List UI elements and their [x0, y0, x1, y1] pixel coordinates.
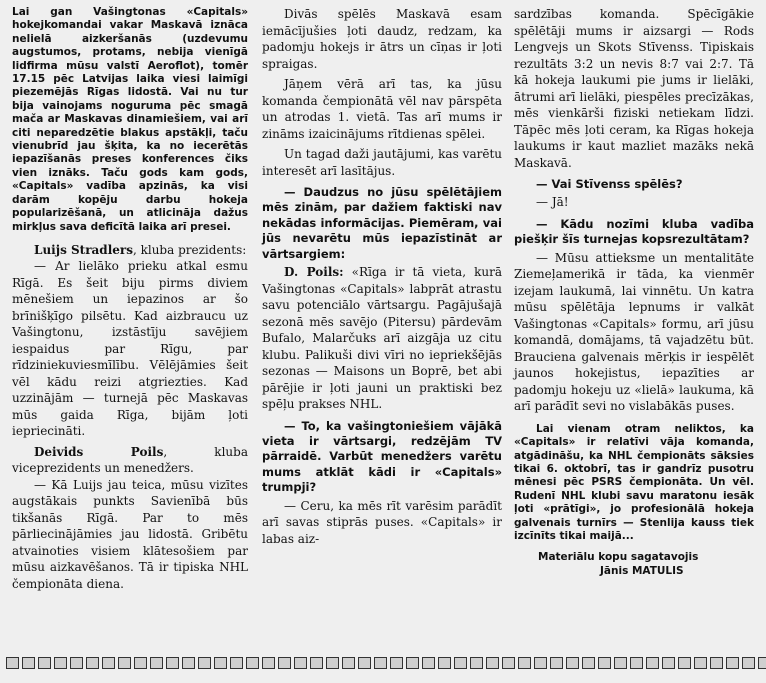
border-block — [710, 657, 723, 669]
border-block — [534, 657, 547, 669]
border-block — [550, 657, 563, 669]
column-2 — [262, 6, 502, 547]
answer-4: — Mūsu attieksme un mentalitāte Ziemeļamerikā ir tāda, ka vienmēr izejam laukumā, lai vinnētu. Un katra mūsu spēlētāja lepnums ir valkāt Vašingtonas «Capitals» formu, arī jūsu komandā, domājams, tā vajadzētu būt. Brauciena galvenais mērķis ir iespēlēt jaunos hokejistus, iepazīties ar padomju hokeju uz «lielā» laukuma, kā arī parādīt sevi no vislabākās puses. — [514, 250, 754, 414]
column-3 — [514, 6, 754, 578]
answer-3: — Jā! — [536, 195, 569, 210]
question-2: — To, ka vašingtoniešiem vājākā vieta ir vārtsargi, redzējām TV pārraidē. Varbūt menedžers varētu mums atklāt kādi ir «Capitals» trumpji? — [262, 418, 502, 495]
border-block — [134, 657, 147, 669]
border-block — [486, 657, 499, 669]
question-4: — Kādu nozīmi kluba vadība piešķir šīs turnejas kopsrezultātam? — [514, 216, 754, 247]
border-block — [342, 657, 355, 669]
border-block — [630, 657, 643, 669]
border-block — [294, 657, 307, 669]
border-block — [614, 657, 627, 669]
signature — [514, 551, 754, 578]
border-block — [742, 657, 755, 669]
border-block — [406, 657, 419, 669]
border-block — [502, 657, 515, 669]
border-block — [358, 657, 371, 669]
border-block — [518, 657, 531, 669]
border-block — [230, 657, 243, 669]
col3-paragraph-1: sardzības komanda. Spēcīgākie spēlētāji mums ir aizsargi — Rods Lengvejs un Skots Stīvenss. Tipiskais rezultāts 3:2 un nevis 8:7 vai 2:7. Tā kā hokeja laukumi pie jums ir lielāki, ātrumi arī lielāki, piespēles precīzākas, mēs vienkārši fiziski netiekam līdzi. Tāpēc mēs ļoti ceram, ka Rīgas hokeja laukums ir kaut mazliet mazāks nekā Maskavā. — [514, 7, 754, 170]
border-block — [326, 657, 339, 669]
border-block — [758, 657, 766, 669]
border-block — [454, 657, 467, 669]
question-1: — Daudzus no jūsu spēlētājiem mēs zinām, par dažiem faktiski nav nekādas informācijas. Piemēram, vai jūs nevarētu mūs iepazīstināt ar vārtsargiem: — [262, 185, 502, 261]
border-block — [118, 657, 131, 669]
border-block — [566, 657, 579, 669]
border-block — [310, 657, 323, 669]
border-block — [6, 657, 19, 669]
col2-paragraph-3: Un tagad daži jautājumi, kas varētu interesēt arī lasītājus. — [262, 147, 502, 178]
poils-intro: Deivids Poils, kluba viceprezidents un menedžers. — [12, 444, 248, 476]
stradler-intro: Luijs Stradlers, kluba prezidents: — [34, 242, 247, 257]
border-block — [438, 657, 451, 669]
border-block — [694, 657, 707, 669]
answer-1: D. Poils: «Rīga ir tā vieta, kurā Vašingtonas «Capitals» labprāt atrastu savu potenciālo vārtsargu. Pagājušajā sezonā mēs savējo (Pitersu) pārdevām Bufalo, Malarčuks arī aizgāja uz citu klubu. Palikuši divi vīri no iepriekšējās sezonas — Maisons un Boprē, bet abi pārējie ir ļoti jauni un praktiski bez spēļu prakses NHL. — [262, 265, 502, 412]
border-block — [38, 657, 51, 669]
stradler-name: Luijs Stradlers — [34, 242, 133, 257]
border-block — [390, 657, 403, 669]
border-block — [262, 657, 275, 669]
stradler-quote: — Ar lielāko prieku atkal esmu Rīgā. Es šeit biju pirms diviem mēnešiem un iepazinos ar šo brīnišķīgo pilsētu. Kad aizbraucu uz Vašingtonu, izstāstīju savējiem iespaidus par Rīgu, par rīdziniekuviesmīlību. Vēlējāmies šeit vēl kādu reizi atgriezties. Kad uzzinājām — turnejā pēc Maskavas mūs gaida Rīga, bijām ļoti iepriecināti. — [12, 259, 248, 439]
border-block — [246, 657, 259, 669]
border-block — [198, 657, 211, 669]
signature-credit: Materiālu kopu sagatavojis — [538, 551, 699, 564]
intro-paragraph: Lai gan Vašingtonas «Capitals» hokejkomandai vakar Maskavā iznāca nelielā aizkeršanās (uzdevumu augstumos, protams, nebija vienīgā lidfirma mūsu valstī Aeroflot), tomēr 17.15 pēc Latvijas laika viesi laimīgi piezemējās Rīgas lidostā. Vai nu tur bija vainojams noguruma pēc smagā mača ar Maskavas dinamiešiem, vai arī citi neparedzētie blakus apstākļi, taču vienubrīd jau šķita, ka no iecerētās iepazīšanās preses konferences čiks vien iznāks. Taču gods kam gods, «Capitals» vadība apzinās, ka visi darām kopēju darbu hokeja popularizēšanā, un atlicināja dažus mirkļus sava deficītā laika arī presei. — [12, 6, 248, 233]
border-block — [278, 657, 291, 669]
col2-paragraph-2: Jāņem vērā arī tas, ka jūsu komanda čempionātā vēl nav pārspēta un atrodas 1. vietā. Tas arī mums ir zināms izaicinājums rītdienas spēlei. — [262, 77, 502, 141]
border-block — [678, 657, 691, 669]
border-block — [22, 657, 35, 669]
border-block — [422, 657, 435, 669]
border-block — [598, 657, 611, 669]
question-3: — Vai Stīvenss spēlēs? — [536, 177, 683, 191]
border-block — [182, 657, 195, 669]
border-block — [374, 657, 387, 669]
border-block — [102, 657, 115, 669]
border-block — [166, 657, 179, 669]
border-block — [54, 657, 67, 669]
border-block — [646, 657, 659, 669]
border-block — [726, 657, 739, 669]
border-block — [470, 657, 483, 669]
border-block — [70, 657, 83, 669]
column-1 — [12, 6, 248, 592]
closing-paragraph: Lai vienam otram neliktos, ka «Capitals» ir relatīvi vāja komanda, atgādināšu, ka NHL čempionāts sāksies tikai 6. oktobrī, tas ir gandrīz pusotru mēnesi pēc PSRS čempionāta. Un vēl. Rudenī NHL klubi savu maratonu iesāk ļoti «prātīgi», jo profesionālā hokeja galvenais turnīrs — Stenlija kauss tiek izcīnīts tikai maijā... — [514, 422, 754, 542]
signature-author: Jānis MATULIS — [600, 564, 684, 577]
decorative-border-strip — [0, 655, 766, 669]
answer-2: — Ceru, ka mēs rīt varēsim parādīt arī savas stiprās puses. «Capitals» ir labas aiz- — [262, 498, 502, 546]
answer-1-speaker: D. Poils: — [284, 265, 344, 280]
border-block — [582, 657, 595, 669]
col2-paragraph-1: Divās spēlēs Maskavā esam iemācījušies ļoti daudz, redzam, ka padomju hokejs ir ātrs un cīņas ir ļoti spraigas. — [262, 7, 502, 71]
poils-quote: — Kā Luijs jau teica, mūsu vizītes augstākais punkts Savienībā būs tikšanās Rīgā. Par to mēs pārliecinājāmies jau lidostā. Gribētu atvainoties visiem klātesošiem par mūsu aizkavēšanos. Tā ir tipiska NHL čempionāta diena. — [12, 477, 248, 591]
border-block — [86, 657, 99, 669]
border-block — [214, 657, 227, 669]
border-block — [662, 657, 675, 669]
border-block — [150, 657, 163, 669]
poils-name: Deivids Poils — [34, 444, 164, 459]
